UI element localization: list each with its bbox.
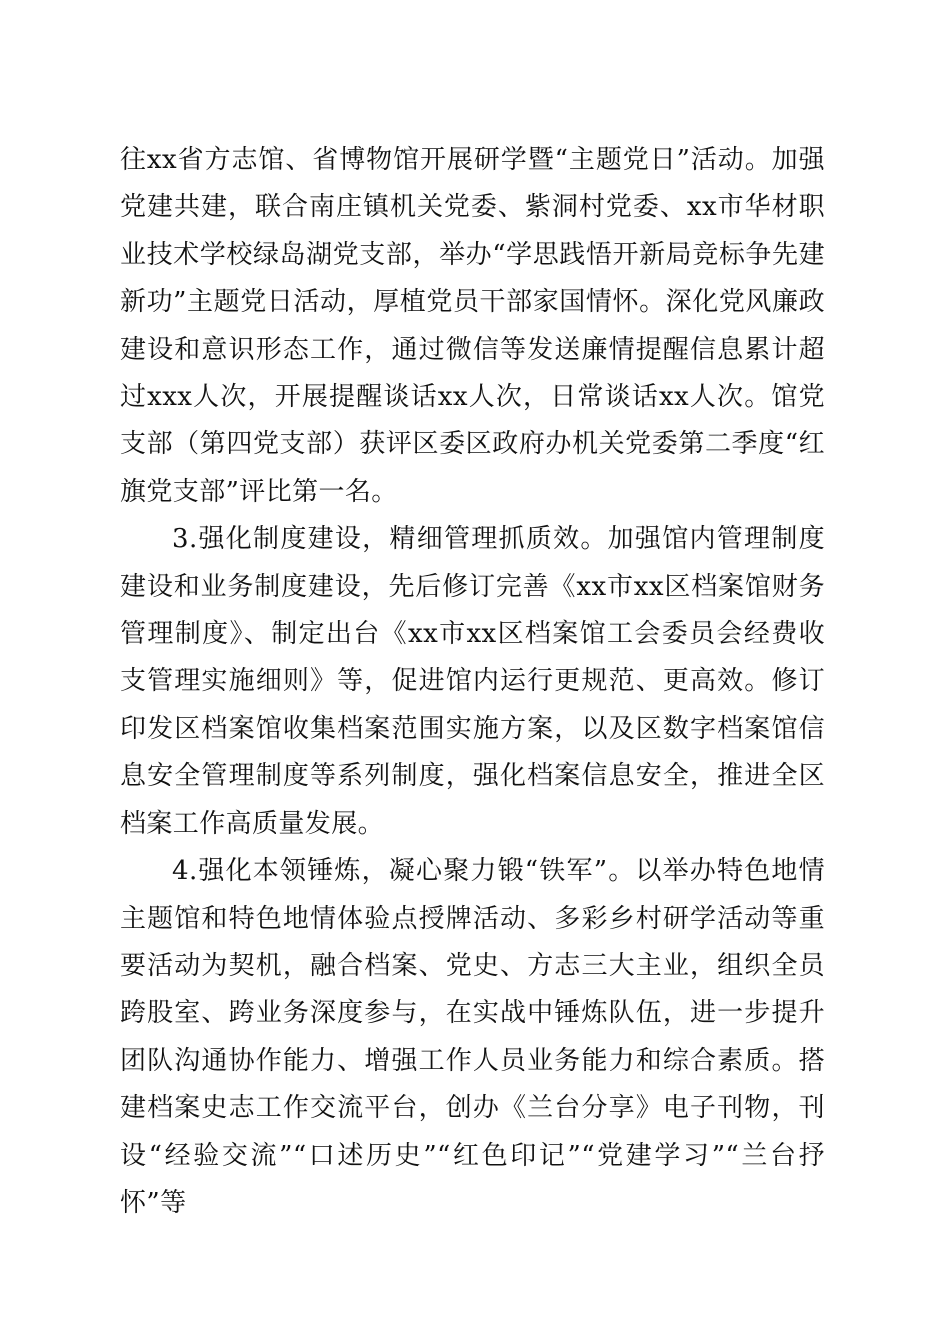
paragraph-continued: 往xx省方志馆、省博物馆开展研学暨“主题党日”活动。加强党建共建，联合南庄镇机关党委、紫洞村党委、xx市华材职业技术学校绿岛湖党支部，举办“学思践悟开新局竞标争先建新功”主题党日活动，厚植党员干部家国情怀。深化党风廉政建设和意识形态工作，通过微信等发送廉情提醒信息累计超过xxx人次，开展提醒谈话xx人次，日常谈话xx人次。馆党支部（第四党支部）获评区委区政府办机关党委第二季度“红旗党支部”评比第一名。: [120, 145, 825, 507]
paragraph-item-3: 3.强化制度建设，精细管理抓质效。加强馆内管理制度建设和业务制度建设，先后修订完善《xx市xx区档案馆财务管理制度》、制定出台《xx市xx区档案馆工会委员会经费收支管理实施细则》等，促进馆内运行更规范、更高效。修订印发区档案馆收集档案范围实施方案，以及区数字档案馆信息安全管理制度等系列制度，强化档案信息安全，推进全区档案工作高质量发展。: [120, 524, 825, 839]
paragraph-item-4: 4.强化本领锤炼，凝心聚力锻“铁军”。以举办特色地情主题馆和特色地情体验点授牌活动、多彩乡村研学活动等重要活动为契机，融合档案、党史、方志三大主业，组织全员跨股室、跨业务深度参与，在实战中锤炼队伍，进一步提升团队沟通协作能力、增强工作人员业务能力和综合素质。搭建档案史志工作交流平台，创办《兰台分享》电子刊物，刊设“经验交流”“口述历史”“红色印记”“党建学习”“兰台抒怀”等: [120, 856, 825, 1218]
document-body: [120, 137, 825, 1227]
